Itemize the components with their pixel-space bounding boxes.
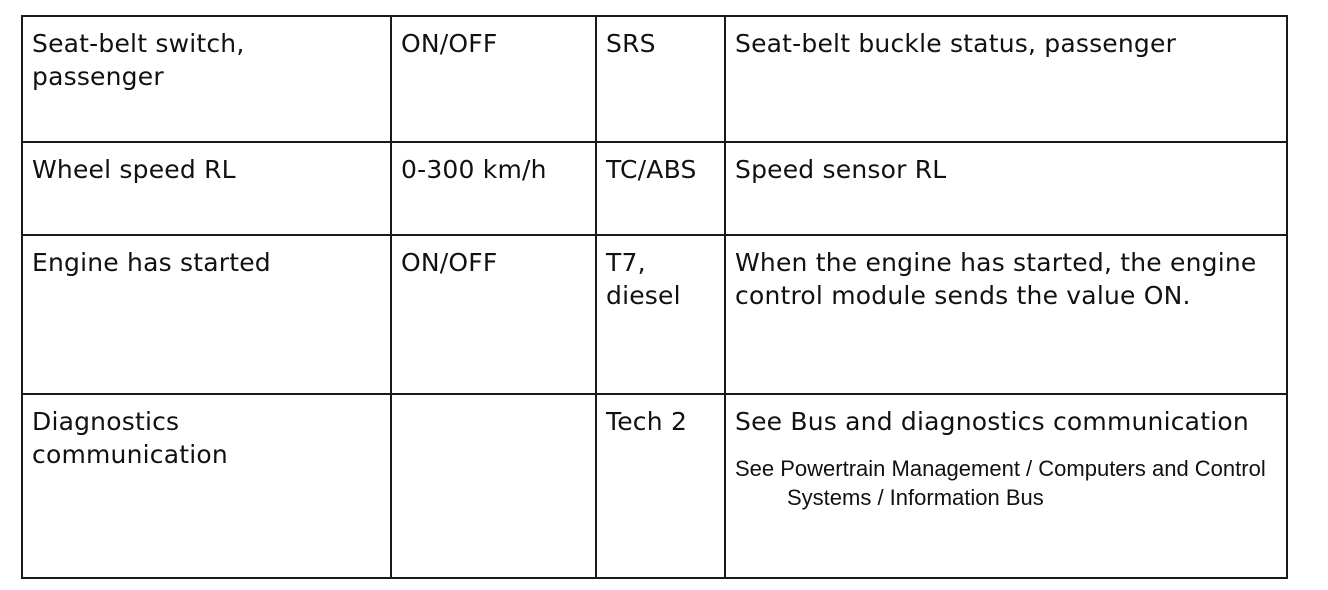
signal-range: 0-300 km/h — [401, 155, 547, 184]
signal-source: TC/ABS — [606, 155, 697, 184]
source-cell — [596, 142, 725, 235]
source-cell — [596, 16, 725, 142]
description-cell — [725, 142, 1287, 235]
table-row — [22, 16, 1287, 142]
table-row — [22, 142, 1287, 235]
signal-range: ON/OFF — [401, 29, 498, 58]
signal-cell — [22, 142, 391, 235]
signal-description: Speed sensor RL — [735, 155, 947, 184]
signal-source: T7, diesel — [606, 248, 681, 310]
signal-source: Tech 2 — [606, 407, 688, 436]
signal-name: Seat-belt switch, passenger — [32, 29, 245, 91]
cross-reference-note: See Powertrain Management / Computers and Control Systems / Information Bus — [735, 456, 1266, 510]
table-row — [22, 394, 1287, 578]
range-cell — [391, 142, 596, 235]
source-cell — [596, 394, 725, 578]
signal-range: ON/OFF — [401, 248, 498, 277]
range-cell — [391, 394, 596, 578]
range-cell — [391, 235, 596, 394]
range-cell — [391, 16, 596, 142]
signal-description: See Bus and diagnostics communication — [735, 407, 1249, 436]
source-cell — [596, 235, 725, 394]
signal-name: Wheel speed RL — [32, 155, 236, 184]
signal-cell — [22, 235, 391, 394]
signal-name: Diagnostics communication — [32, 407, 228, 469]
description-cell — [725, 235, 1287, 394]
signal-name: Engine has started — [32, 248, 271, 277]
signal-cell — [22, 16, 391, 142]
description-cell — [725, 16, 1287, 142]
table-row — [22, 235, 1287, 394]
signal-description: Seat-belt buckle status, passenger — [735, 29, 1177, 58]
signal-source: SRS — [606, 29, 656, 58]
signal-table — [21, 15, 1288, 579]
signal-description: When the engine has started, the engine control module sends the value ON. — [735, 248, 1257, 310]
description-cell — [725, 394, 1287, 578]
signal-cell — [22, 394, 391, 578]
